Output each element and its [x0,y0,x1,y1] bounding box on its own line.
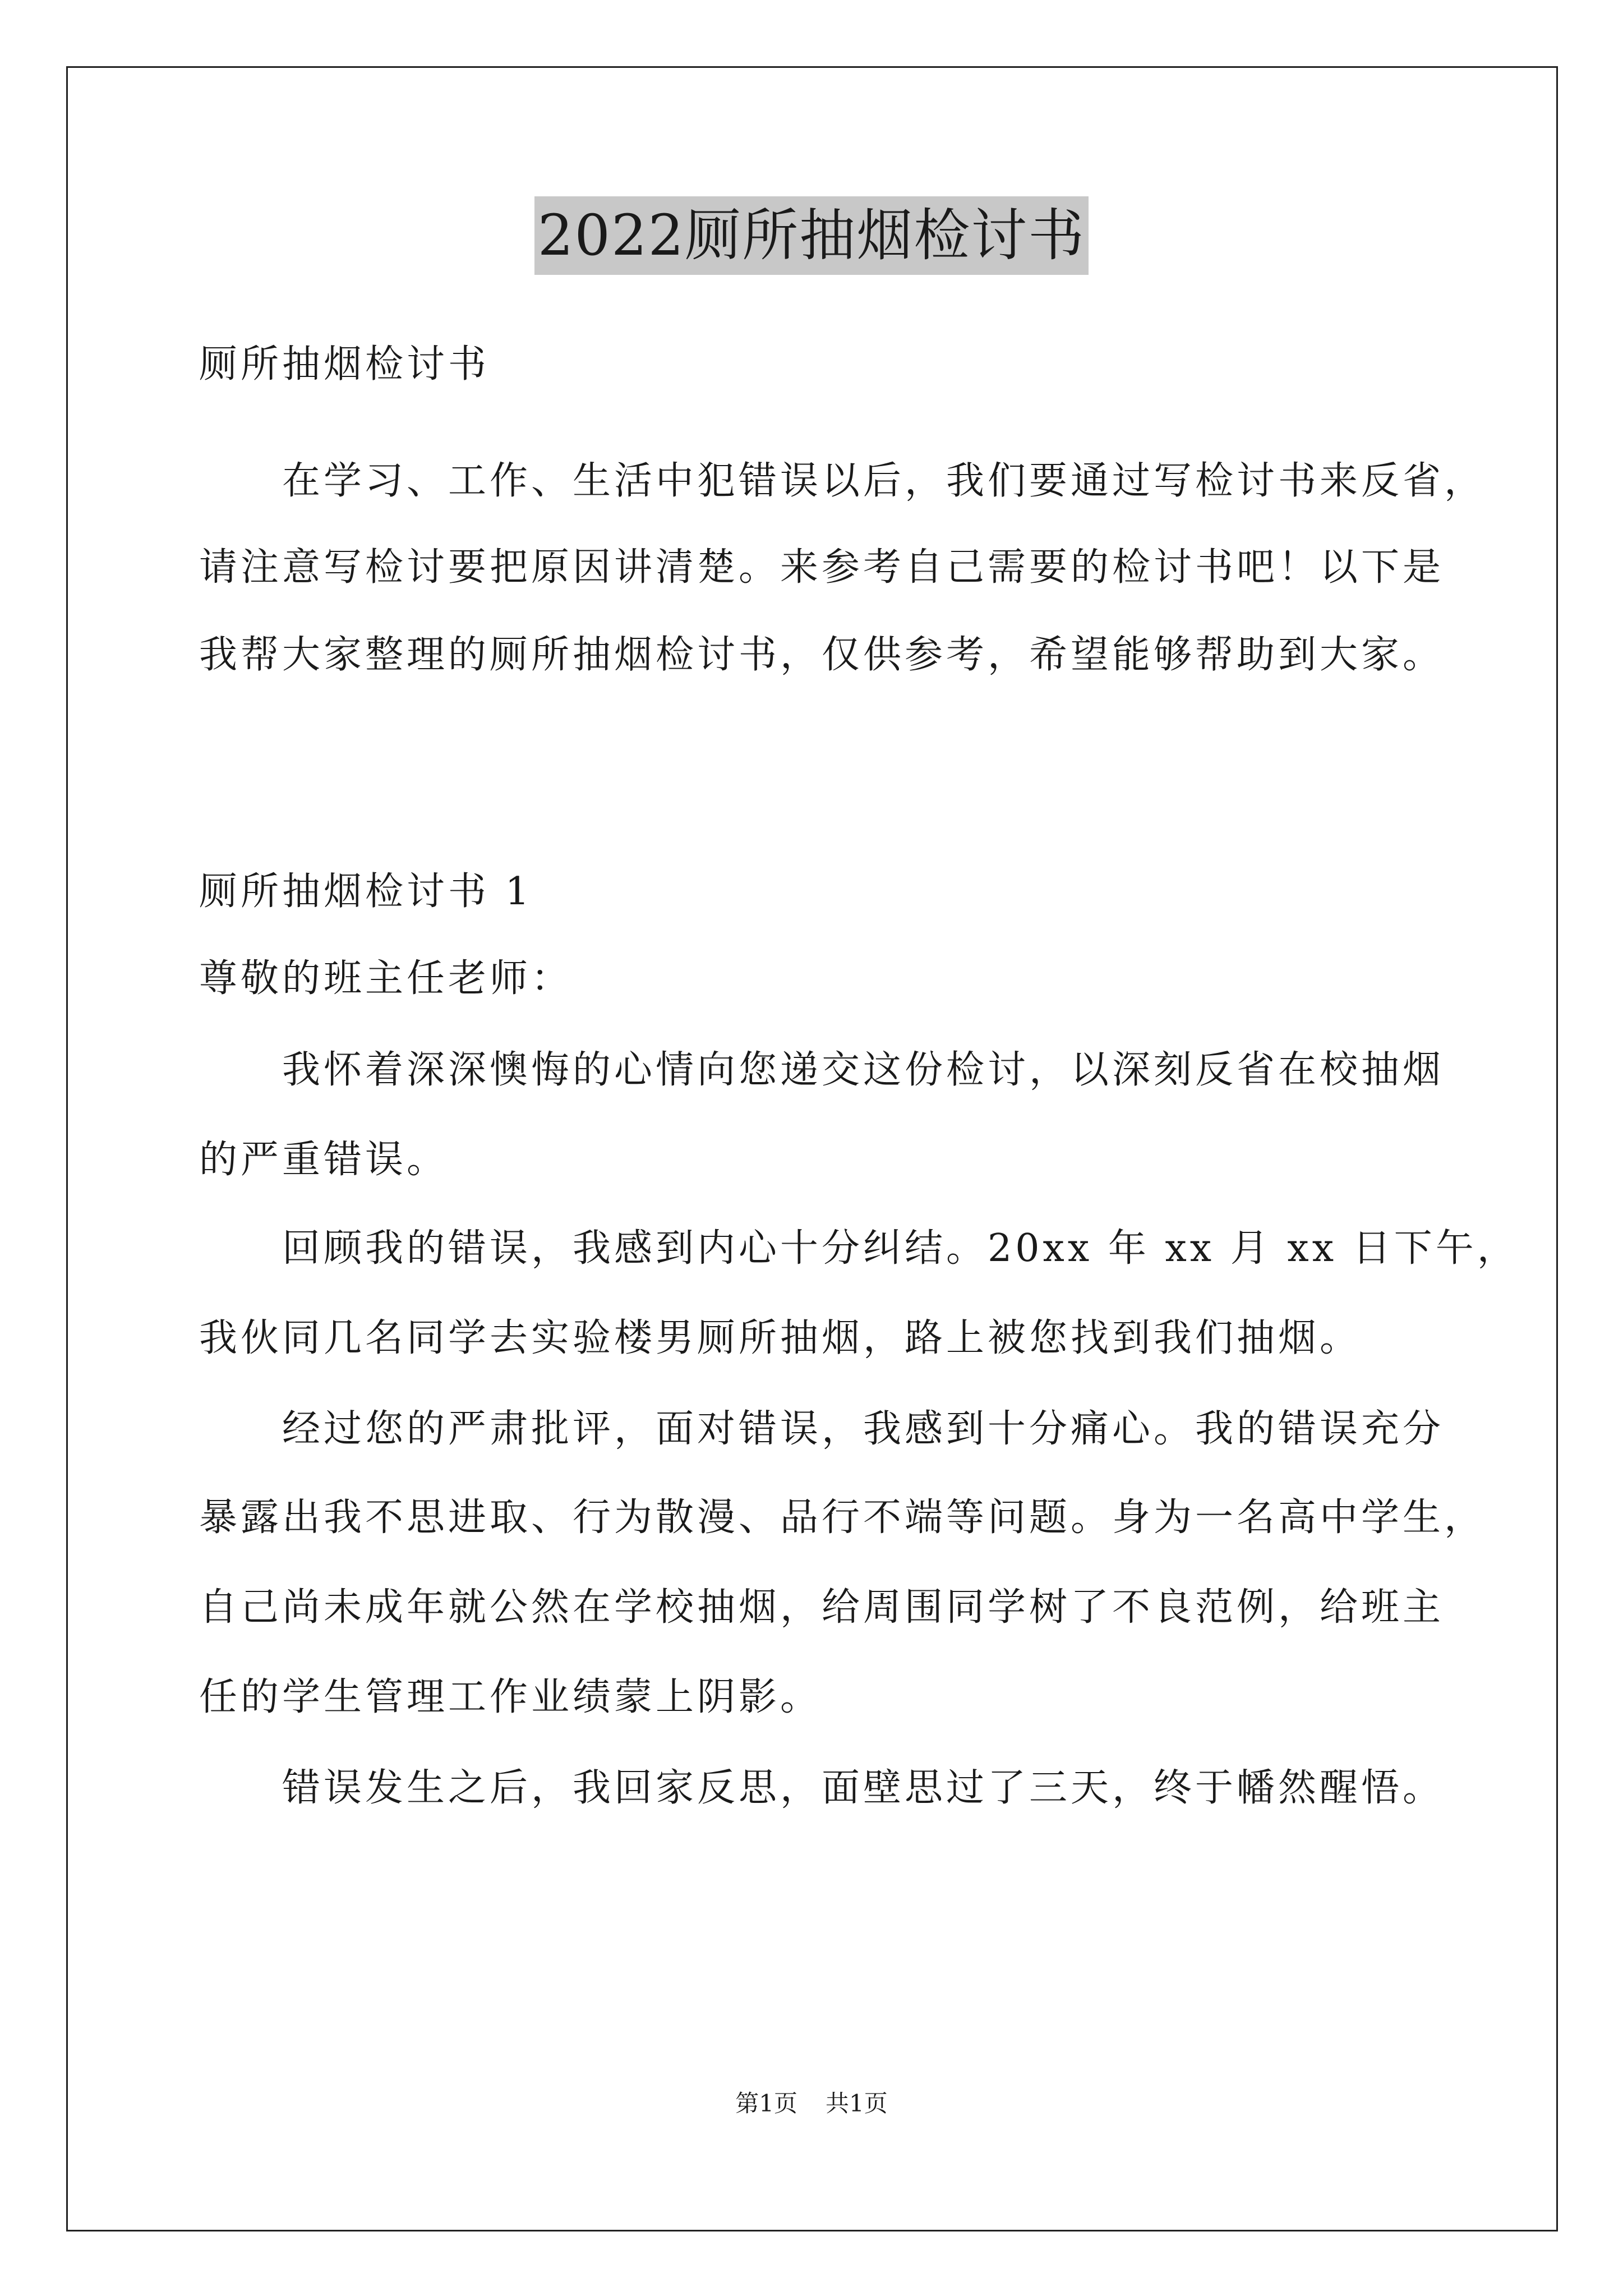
salutation: 尊敬的班主任老师： [199,956,573,1001]
paragraph-line: 经过您的严肃批评，面对错误，我感到十分痛心。我的错误充分 [282,1407,1445,1451]
page-number-current: 第1页 [735,2090,797,2117]
paragraph-line: 暴露出我不思进取、行为散漫、品行不端等问题。身为一名高中学生， [199,1496,1486,1540]
paragraph-line: 请注意写检讨要把原因讲清楚。来参考自己需要的检讨书吧！以下是 [199,545,1445,590]
document-title: 2022厕所抽烟检讨书 [534,196,1089,275]
section-heading: 厕所抽烟检讨书 1 [199,869,533,914]
section-heading: 厕所抽烟检讨书 [199,342,490,386]
paragraph-line: 我怀着深深懊悔的心情向您递交这份检讨，以深刻反省在校抽烟 [282,1048,1445,1092]
paragraph-line: 我帮大家整理的厕所抽烟检讨书，仅供参考，希望能够帮助到大家。 [199,633,1445,677]
paragraph-line: 在学习、工作、生活中犯错误以后，我们要通过写检讨书来反省， [282,459,1486,503]
paragraph-line: 自己尚未成年就公然在学校抽烟，给周围同学树了不良范例，给班主 [199,1585,1445,1630]
paragraph-line: 错误发生之后，我回家反思，面壁思过了三天，终于幡然醒悟。 [282,1766,1445,1810]
page-footer [0,2087,1623,2120]
page-number-total: 共1页 [826,2090,888,2117]
paragraph-line: 回顾我的错误，我感到内心十分纠结。20xx 年 xx 月 xx 日下午， [282,1226,1519,1271]
paragraph-line: 的严重错误。 [199,1138,449,1182]
paragraph-line: 我伙同几名同学去实验楼男厕所抽烟，路上被您找到我们抽烟。 [199,1316,1362,1360]
paragraph-line: 任的学生管理工作业绩蒙上阴影。 [199,1675,822,1719]
title-container [0,196,1623,275]
